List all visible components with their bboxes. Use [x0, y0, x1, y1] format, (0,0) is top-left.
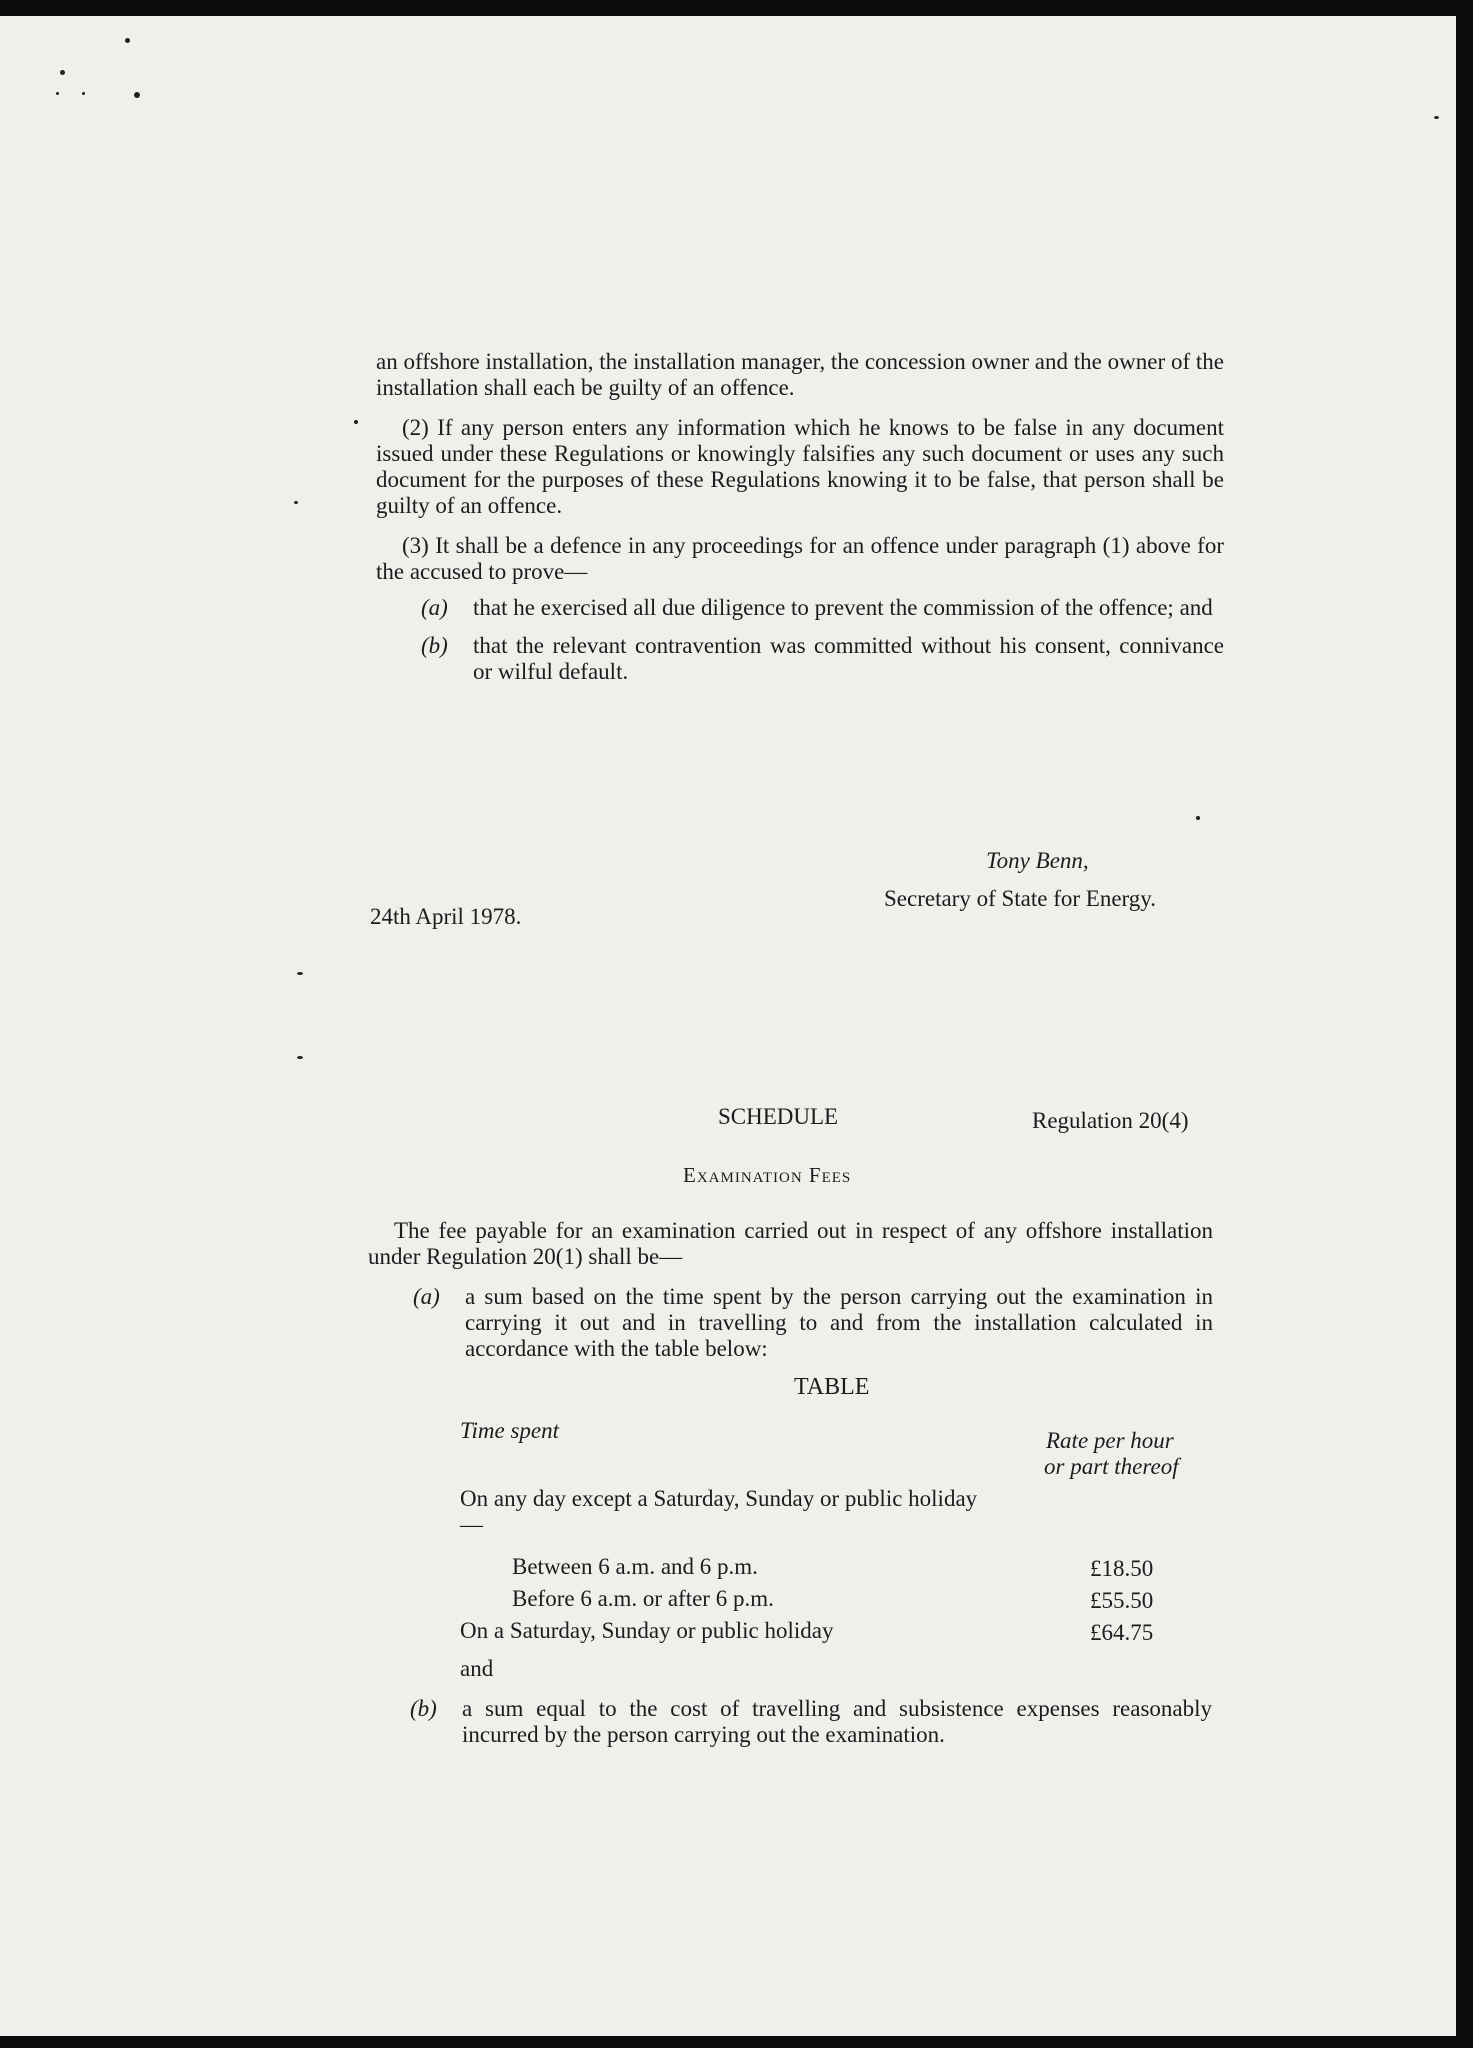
- schedule-subheading: Examination Fees: [683, 1163, 852, 1187]
- offence-section: [376, 349, 1224, 685]
- paragraph-2: (2) If any person enters any information which he knows to be false in any document issued under these Regulations or knowingly falsifies any such document or uses any such document for the purposes of these Regulations knowing it to be false, that person shall be guilty of an offence.: [376, 415, 1224, 518]
- scan-speck: [125, 38, 130, 43]
- paragraph-3a: [421, 595, 1224, 621]
- scan-speck: [354, 420, 358, 424]
- scan-speck: [56, 92, 59, 95]
- row-value: £55.50: [1090, 1588, 1154, 1613]
- schedule-heading: SCHEDULE: [718, 1104, 839, 1129]
- item-label: (a): [421, 595, 448, 620]
- schedule-regulation: Regulation 20(4): [1032, 1108, 1189, 1133]
- paragraph-1: an offshore installation, the installation manager, the concession owner and the owner of the installation shall each be guilty of an offence.: [376, 349, 1224, 400]
- column-header-rate-2: or part thereof: [1044, 1454, 1179, 1479]
- column-header-time: Time spent: [460, 1418, 560, 1443]
- schedule-intro: [368, 1218, 1213, 1270]
- signatory-title: Secretary of State for Energy.: [884, 886, 1157, 911]
- scan-speck: [60, 70, 65, 75]
- item-b: [410, 1696, 1212, 1748]
- scan-speck: [297, 972, 303, 975]
- schedule-item-b: [362, 1696, 1212, 1748]
- table-title: TABLE: [794, 1374, 870, 1400]
- item-text: that he exercised all due diligence to prevent the commission of the offence; and: [473, 595, 1213, 620]
- row-label: On any day except a Saturday, Sunday or public holiday—: [460, 1486, 978, 1537]
- scan-speck: [82, 92, 85, 95]
- item-text: a sum equal to the cost of travelling and subsistence expenses reasonably incurred by the person carrying out the examination.: [462, 1696, 1212, 1747]
- row-value: £18.50: [1090, 1556, 1154, 1581]
- item-text: a sum based on the time spent by the person carrying out the examination in carrying it out and in travelling to and from the installation calculated in accordance with the table below:: [465, 1284, 1213, 1361]
- scan-speck: [134, 92, 140, 98]
- document-page: [0, 16, 1456, 2036]
- scan-speck: [1196, 816, 1200, 820]
- row-label: On a Saturday, Sunday or public holiday: [460, 1618, 834, 1643]
- paragraph-3: (3) It shall be a defence in any proceedings for an offence under paragraph (1) above for the accused to prove—: [376, 533, 1224, 584]
- item-label: (a): [413, 1284, 440, 1309]
- scan-speck: [294, 501, 298, 504]
- signature-date: 24th April 1978.: [370, 904, 522, 929]
- row-label: Before 6 a.m. or after 6 p.m.: [512, 1586, 774, 1611]
- table-and: and: [460, 1656, 494, 1681]
- column-header-rate-1: Rate per hour: [1046, 1428, 1174, 1453]
- scan-speck: [297, 1056, 303, 1059]
- schedule-intro-text: The fee payable for an examination carried out in respect of any offshore installation under Regulation 20(1) shall be—: [368, 1218, 1213, 1269]
- item-label: (b): [421, 633, 448, 658]
- paragraph-3b: [421, 633, 1224, 685]
- item-label: (b): [410, 1696, 437, 1721]
- item-text: that the relevant contravention was committed without his consent, connivance or wilful default.: [473, 633, 1224, 684]
- row-value: £64.75: [1090, 1620, 1154, 1645]
- item-a: [413, 1284, 1213, 1362]
- signatory-name: Tony Benn,: [986, 848, 1089, 873]
- scan-speck: [1434, 116, 1439, 119]
- row-label: Between 6 a.m. and 6 p.m.: [512, 1554, 758, 1579]
- table-row-weekday: [460, 1486, 1000, 1538]
- schedule-item-a: [368, 1284, 1213, 1362]
